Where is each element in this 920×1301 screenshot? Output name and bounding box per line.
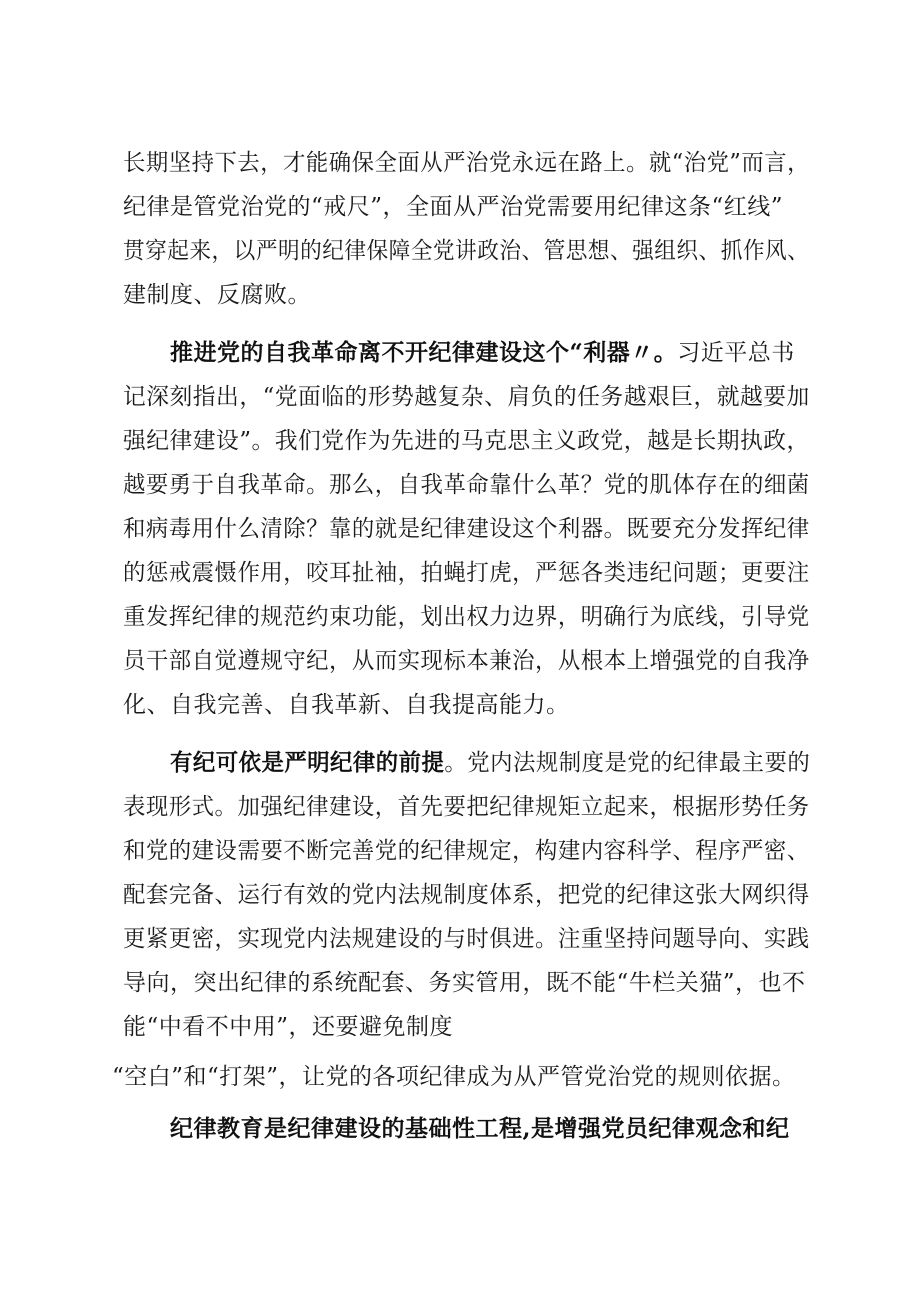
text-line [123, 1010, 453, 1044]
text-segment: 。党内法规制度是党的纪律最主要的 [444, 750, 811, 776]
text-line [123, 190, 783, 224]
text-segment: 贯穿起来，以严明的纪律保障全党讲政治、管思想、强组织、抓作风、 [123, 238, 810, 264]
text-line [123, 834, 810, 868]
paragraph-heading-line [170, 746, 810, 780]
text-segment: 长期坚持下去，才能确保全面从严治党永远在路上。就“治党”而言， [123, 150, 810, 176]
text-line [112, 1060, 796, 1094]
text-line [123, 688, 570, 722]
text-line [123, 468, 810, 502]
text-line [123, 556, 810, 590]
text-line [123, 644, 810, 678]
text-line [123, 922, 810, 956]
text-segment: 表现形式。加强纪律建设，首先要把纪律规矩立起来，根据形势任务 [123, 794, 810, 820]
text-line [123, 146, 810, 180]
text-line [123, 600, 810, 634]
text-line [123, 512, 810, 546]
text-segment: 的惩戒震慑作用，咬耳扯袖，拍蝇打虎，严惩各类违纪问题；更要注 [123, 560, 810, 586]
paragraph-heading: 有纪可依是严明纪律的前提 [170, 749, 445, 776]
text-segment: 重发挥纪律的规范约束功能，划出权力边界，明确行为底线，引导党 [123, 604, 810, 630]
paragraph-heading-line [170, 336, 795, 370]
text-segment: “空白”和“打架”，让党的各项纪律成为从严管党治党的规则依据。 [112, 1064, 796, 1090]
text-line [123, 278, 311, 312]
text-segment: 和病毒用什么清除？靠的就是纪律建设这个利器。既要充分发挥纪律 [123, 516, 810, 542]
text-segment: 能“中看不中用”，还要避免制度 [123, 1014, 454, 1040]
text-segment: 习近平总书 [677, 340, 795, 366]
text-segment: 建制度、反腐败。 [123, 282, 311, 308]
text-segment: 化、自我完善、自我革新、自我提高能力。 [123, 692, 570, 718]
text-segment: 和党的建设需要不断完善党的纪律规定，构建内容科学、程序严密、 [123, 838, 810, 864]
paragraph-heading: 纪律教育是纪律建设的基础性工程,是增强党员纪律观念和纪 [170, 1115, 790, 1142]
text-segment: 更紧更密，实现党内法规建设的与时俱进。注重坚持问题导向、实践 [123, 926, 810, 952]
text-line [123, 790, 810, 824]
text-line [123, 380, 810, 414]
text-segment: 纪律是管党治党的“戒尺”，全面从严治党需要用纪律这条“红线” [123, 194, 784, 220]
text-segment: 强纪律建设”。我们党作为先进的马克思主义政党，越是长期执政， [123, 428, 810, 454]
text-segment: 记深刻指出，“党面临的形势越复杂、肩负的任务越艰巨，就越要加 [123, 384, 810, 410]
paragraph-heading-line [170, 1112, 790, 1146]
text-line [123, 234, 809, 268]
text-line [123, 878, 810, 912]
text-line [123, 966, 806, 1000]
paragraph-heading: 推进党的自我革命离不开纪律建设这个“利器〃。 [170, 339, 678, 366]
text-segment: 配套完备、运行有效的党内法规制度体系，把党的纪律这张大网织得 [123, 882, 810, 908]
text-segment: 员干部自觉遵规守纪，从而实现标本兼治，从根本上增强党的自我净 [123, 648, 810, 674]
text-segment: 导向，突出纪律的系统配套、务实管用，既不能“牛栏关猫”，也不 [123, 970, 806, 996]
text-segment: 越要勇于自我革命。那么，自我革命靠什么革？党的肌体存在的细菌 [123, 472, 810, 498]
text-line [123, 424, 810, 458]
